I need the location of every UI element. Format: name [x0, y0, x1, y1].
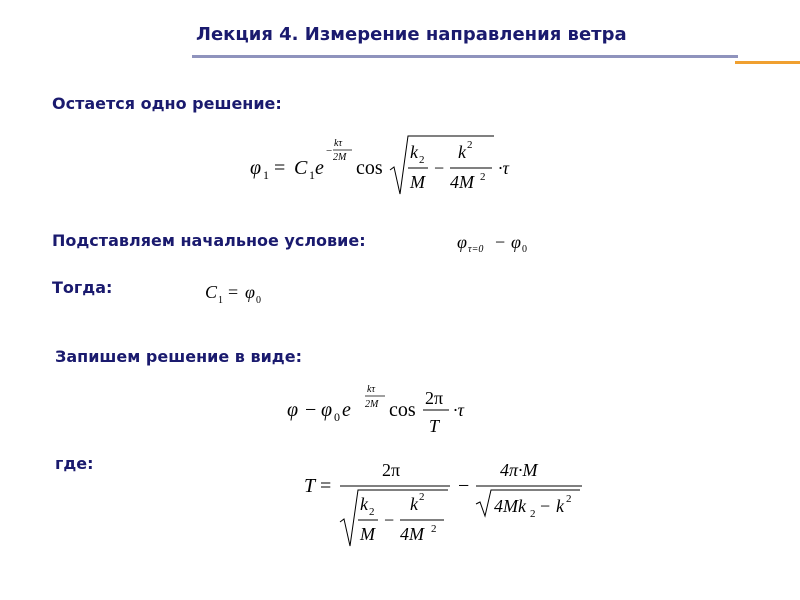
f5-rad-minus: − — [384, 510, 395, 530]
f2-rhs-sub: 0 — [522, 244, 527, 255]
f5-t: T — [304, 475, 316, 497]
title-underline — [192, 55, 738, 58]
f1-e: e — [315, 157, 324, 179]
f1-rad-m: M — [410, 172, 425, 192]
f2-phi: φ — [457, 232, 467, 252]
f1-c-sub: 1 — [309, 168, 315, 182]
label-one-solution: Остается одно решение: — [52, 94, 282, 113]
f3-sub: 1 — [218, 295, 223, 306]
f4-exp-num: kτ — [367, 384, 376, 395]
f5-den2: 4Mk — [494, 496, 526, 516]
f5-rad-m: M — [360, 524, 375, 544]
f4-cos: cos — [389, 399, 416, 421]
f3-eq: = — [228, 282, 239, 302]
f1-eq: = — [274, 157, 286, 179]
f4-frac-num: 2π — [425, 388, 444, 408]
label-initial-condition: Подставляем начальное условие: — [52, 231, 366, 250]
f3-rhs: φ — [245, 282, 255, 302]
formula-solution — [240, 130, 530, 200]
f5-num2: 4π·M — [500, 460, 538, 480]
f4-e: e — [342, 399, 351, 421]
f4-eq: − — [305, 399, 317, 421]
f4-tail: ·τ — [453, 400, 464, 420]
label-where: где: — [55, 454, 94, 473]
f1-exp-num: kτ — [334, 138, 343, 149]
accent-underline — [735, 61, 800, 64]
f5-rad-k-sup: 2 — [419, 491, 425, 503]
f2-sub: τ=0 — [468, 244, 484, 255]
f5-eq: = — [320, 475, 332, 497]
f5-rad-k: k — [410, 494, 418, 514]
f1-rad-k2-sub: 2 — [419, 154, 425, 166]
f2-rhs: φ — [511, 232, 521, 252]
f5-den2-sub: 2 — [530, 508, 536, 520]
f4-phi: φ — [287, 399, 299, 421]
f5-num: 2π — [382, 460, 401, 480]
f1-rad-minus: − — [434, 158, 445, 178]
f1-rad-k: k — [458, 142, 466, 162]
label-solution-form: Запишем решение в виде: — [55, 347, 302, 366]
f3-rhs-sub: 0 — [256, 295, 261, 306]
f1-cos: cos — [356, 157, 383, 179]
formula-then — [203, 278, 293, 308]
f5-den2-k-sup: 2 — [566, 493, 572, 505]
f5-rad-4m-sup: 2 — [431, 523, 437, 535]
f4-frac-den: T — [429, 416, 440, 436]
f5-den2-k: k — [556, 496, 564, 516]
f5-rad-4m: 4M — [400, 524, 424, 544]
f4-phi0-sub: 0 — [334, 410, 340, 424]
f1-rad-4m: 4M — [450, 172, 474, 192]
f1-phi: φ — [250, 157, 262, 179]
f5-den2-minus: − — [540, 496, 551, 516]
f4-phi0: φ — [321, 399, 333, 421]
f1-rad-k2: k — [410, 142, 418, 162]
f5-rad-k2: k — [360, 494, 368, 514]
f1-exp-den: 2M — [333, 152, 347, 163]
formula-initial-condition — [455, 228, 565, 258]
f1-rad-k-sup: 2 — [467, 139, 473, 151]
slide-title: Лекция 4. Измерение направления ветра — [196, 24, 627, 45]
f1-exp-minus: − — [326, 145, 333, 157]
f1-rad-4m-sup: 2 — [480, 171, 486, 183]
f5-rad-k2-sub: 2 — [369, 506, 375, 518]
f1-phi-sub: 1 — [263, 168, 269, 182]
f1-c: C — [294, 157, 308, 179]
f2-eq: − — [495, 232, 506, 252]
formula-period — [300, 452, 600, 552]
f4-exp-den: 2M — [365, 399, 379, 410]
formula-solution-form — [285, 380, 485, 440]
f1-tail: ·τ — [498, 158, 509, 178]
label-then: Тогда: — [52, 278, 113, 297]
f5-eq2: − — [458, 475, 470, 497]
f3-c: C — [205, 282, 218, 302]
